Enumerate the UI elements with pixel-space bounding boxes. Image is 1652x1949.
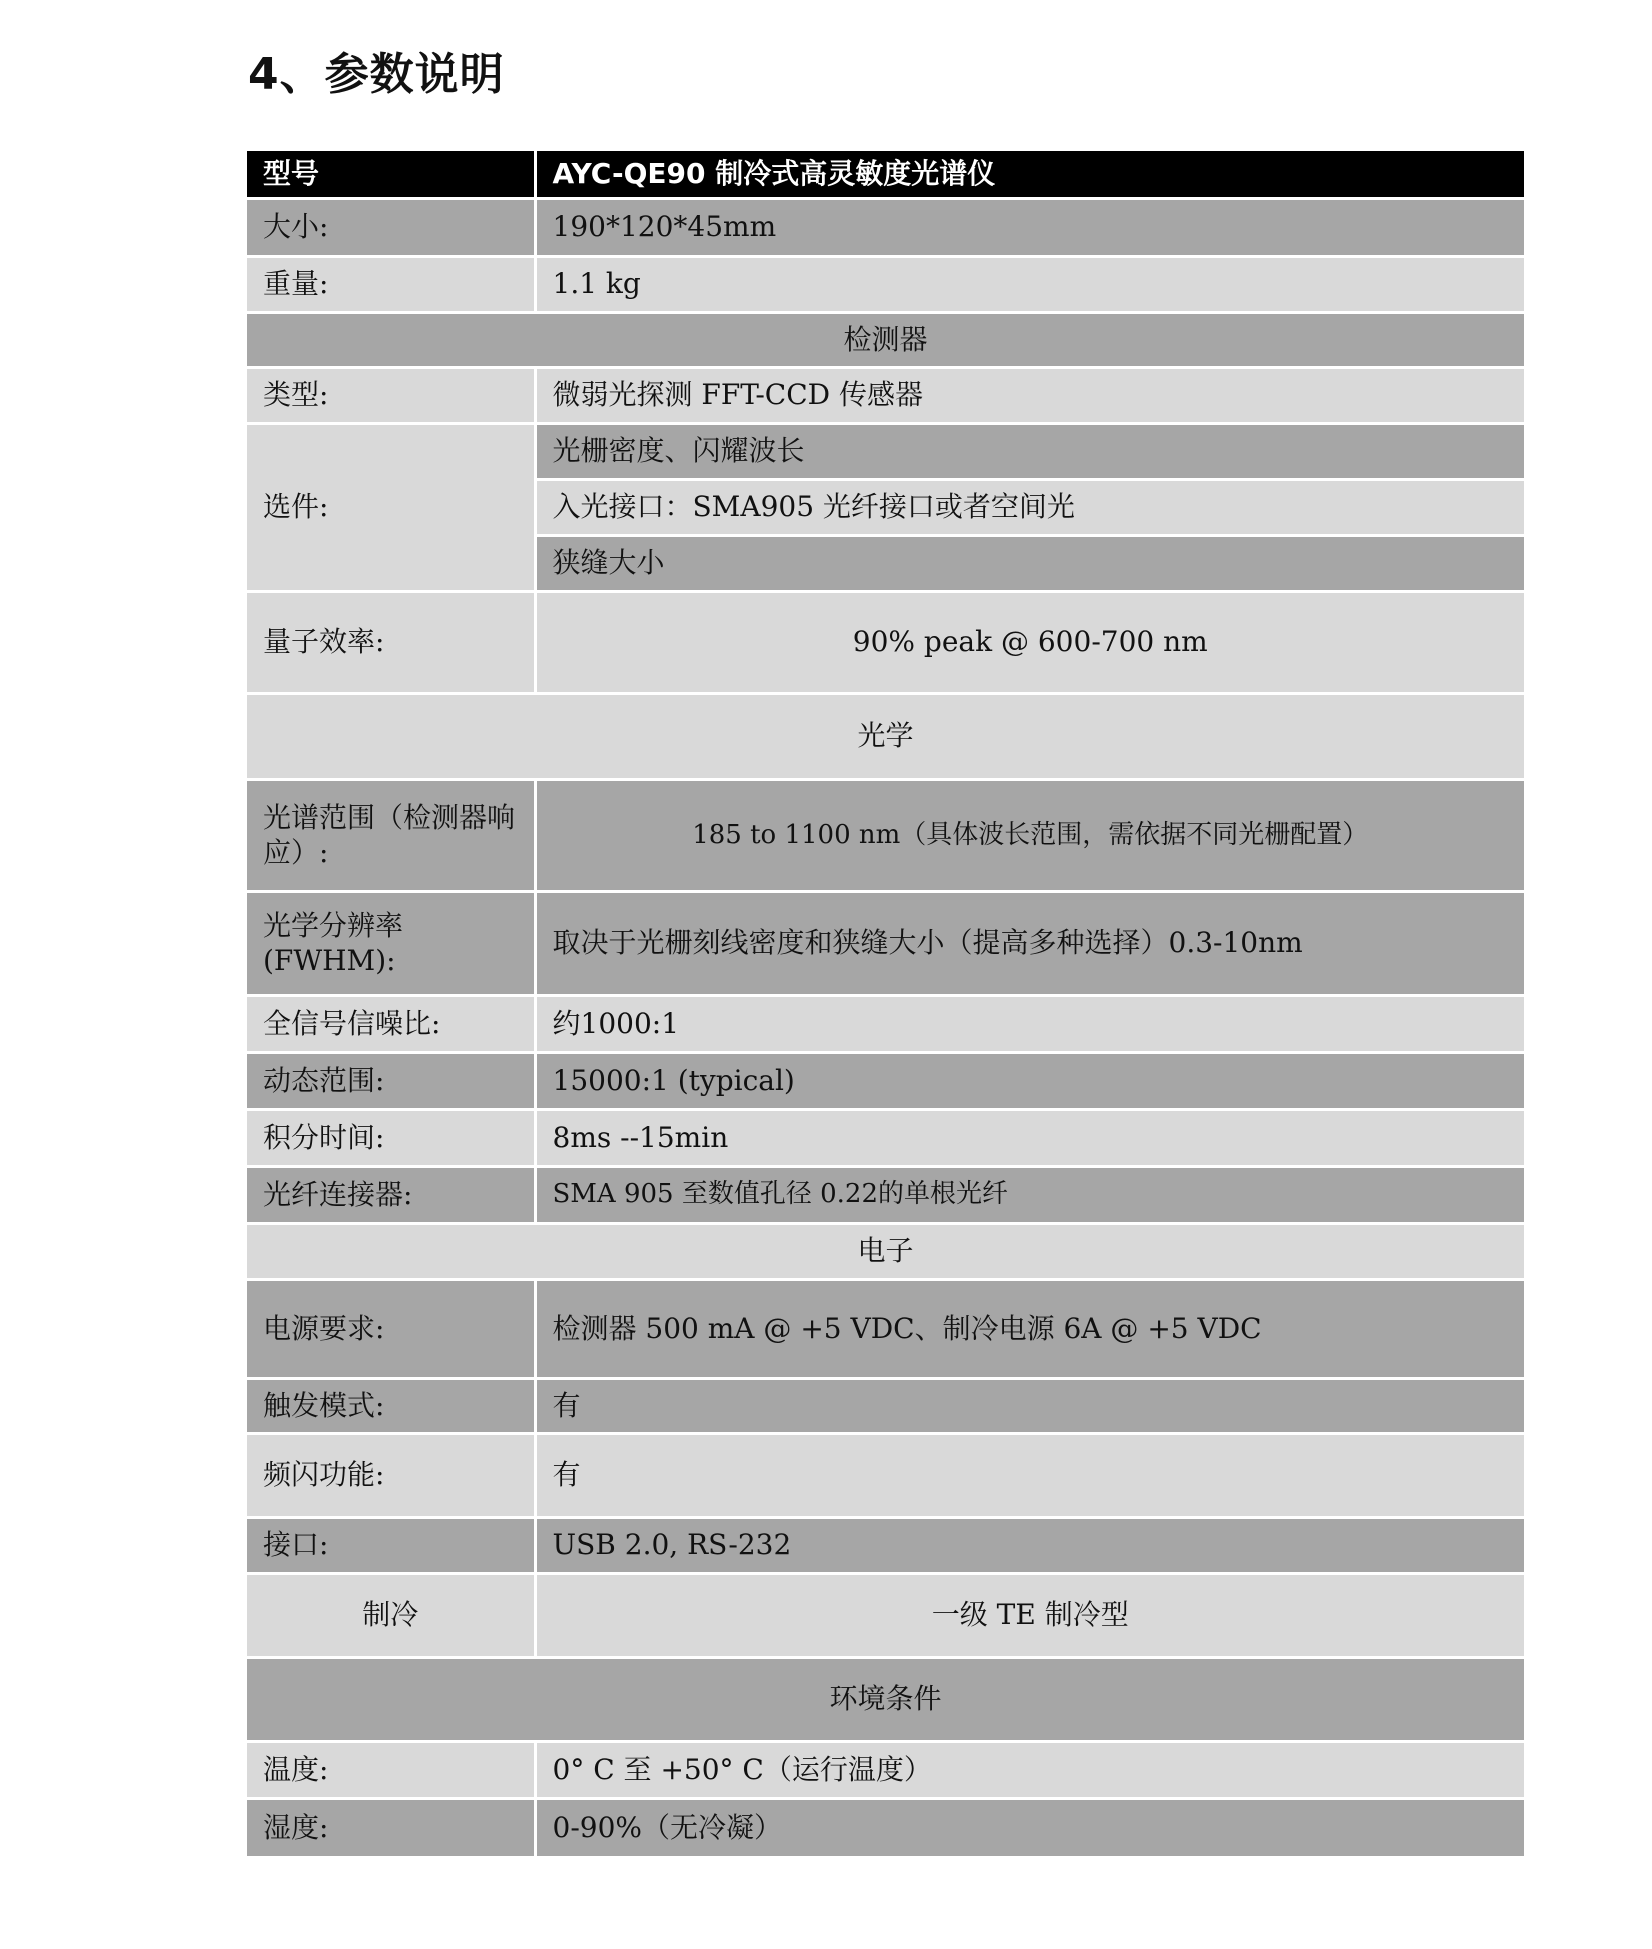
qe-label: 量子效率: xyxy=(247,592,535,694)
table-row xyxy=(247,1379,1524,1434)
table-row xyxy=(247,1518,1524,1574)
size-label: 大小: xyxy=(247,199,535,257)
detector-heading: 检测器 xyxy=(247,313,1524,368)
temperature-value: 0° C 至 +50° C（运行温度） xyxy=(535,1742,1524,1799)
model-label: 型号 xyxy=(247,150,535,199)
temperature-label: 温度: xyxy=(247,1742,535,1799)
table-row xyxy=(247,1053,1524,1110)
interface-value: USB 2.0, RS-232 xyxy=(535,1518,1524,1574)
option-item: 光栅密度、闪耀波长 xyxy=(535,424,1524,480)
section-row xyxy=(247,1658,1524,1742)
table-row xyxy=(247,1434,1524,1518)
section-row xyxy=(247,694,1524,780)
table-row xyxy=(247,199,1524,257)
environment-heading: 环境条件 xyxy=(247,1658,1524,1742)
option-item: 狭缝大小 xyxy=(535,536,1524,592)
table-row xyxy=(247,780,1524,892)
cooling-value: 一级 TE 制冷型 xyxy=(535,1574,1524,1658)
table-header-row xyxy=(247,150,1524,199)
table-row xyxy=(247,368,1524,424)
strobe-label: 频闪功能: xyxy=(247,1434,535,1518)
dynamic-range-value: 15000:1 (typical) xyxy=(535,1053,1524,1110)
humidity-value: 0-90%（无冷凝） xyxy=(535,1799,1524,1856)
integration-time-value: 8ms --15min xyxy=(535,1110,1524,1167)
integration-time-label: 积分时间: xyxy=(247,1110,535,1167)
section-row xyxy=(247,313,1524,368)
resolution-value: 取决于光栅刻线密度和狭缝大小（提高多种选择）0.3-10nm xyxy=(535,892,1524,996)
spectral-range-value: 185 to 1100 nm（具体波长范围，需依据不同光栅配置） xyxy=(535,780,1524,892)
table-row xyxy=(247,1110,1524,1167)
cooling-label: 制冷 xyxy=(247,1574,535,1658)
optics-heading: 光学 xyxy=(247,694,1524,780)
options-label: 选件: xyxy=(247,424,535,592)
dynamic-range-label: 动态范围: xyxy=(247,1053,535,1110)
section-row xyxy=(247,1224,1524,1280)
snr-label: 全信号信噪比: xyxy=(247,996,535,1053)
power-value: 检测器 500 mA @ +5 VDC、制冷电源 6A @ +5 VDC xyxy=(535,1280,1524,1379)
spec-table xyxy=(247,148,1524,1856)
spectral-range-label: 光谱范围（检测器响应）: xyxy=(247,780,535,892)
weight-value: 1.1 kg xyxy=(535,257,1524,313)
option-item: 入光接口：SMA905 光纤接口或者空间光 xyxy=(535,480,1524,536)
electronics-heading: 电子 xyxy=(247,1224,1524,1280)
table-row xyxy=(247,592,1524,694)
strobe-value: 有 xyxy=(535,1434,1524,1518)
fiber-connector-label: 光纤连接器: xyxy=(247,1167,535,1224)
weight-label: 重量: xyxy=(247,257,535,313)
power-label: 电源要求: xyxy=(247,1280,535,1379)
table-row xyxy=(247,1742,1524,1799)
detector-type-label: 类型: xyxy=(247,368,535,424)
humidity-label: 湿度: xyxy=(247,1799,535,1856)
table-row xyxy=(247,1280,1524,1379)
table-row xyxy=(247,996,1524,1053)
detector-type-value: 微弱光探测 FFT-CCD 传感器 xyxy=(535,368,1524,424)
table-row xyxy=(247,1167,1524,1224)
table-row xyxy=(247,1574,1524,1658)
qe-value: 90% peak @ 600-700 nm xyxy=(535,592,1524,694)
table-row xyxy=(247,1799,1524,1856)
table-row xyxy=(247,257,1524,313)
model-value: AYC-QE90 制冷式高灵敏度光谱仪 xyxy=(535,150,1524,199)
snr-value: 约1000:1 xyxy=(535,996,1524,1053)
trigger-label: 触发模式: xyxy=(247,1379,535,1434)
table-row xyxy=(247,892,1524,996)
table-row xyxy=(247,424,1524,480)
interface-label: 接口: xyxy=(247,1518,535,1574)
size-value: 190*120*45mm xyxy=(535,199,1524,257)
trigger-value: 有 xyxy=(535,1379,1524,1434)
fiber-connector-value: SMA 905 至数值孔径 0.22的单根光纤 xyxy=(535,1167,1524,1224)
resolution-label: 光学分辨率(FWHM): xyxy=(247,892,535,996)
section-title: 4、参数说明 xyxy=(248,49,505,100)
